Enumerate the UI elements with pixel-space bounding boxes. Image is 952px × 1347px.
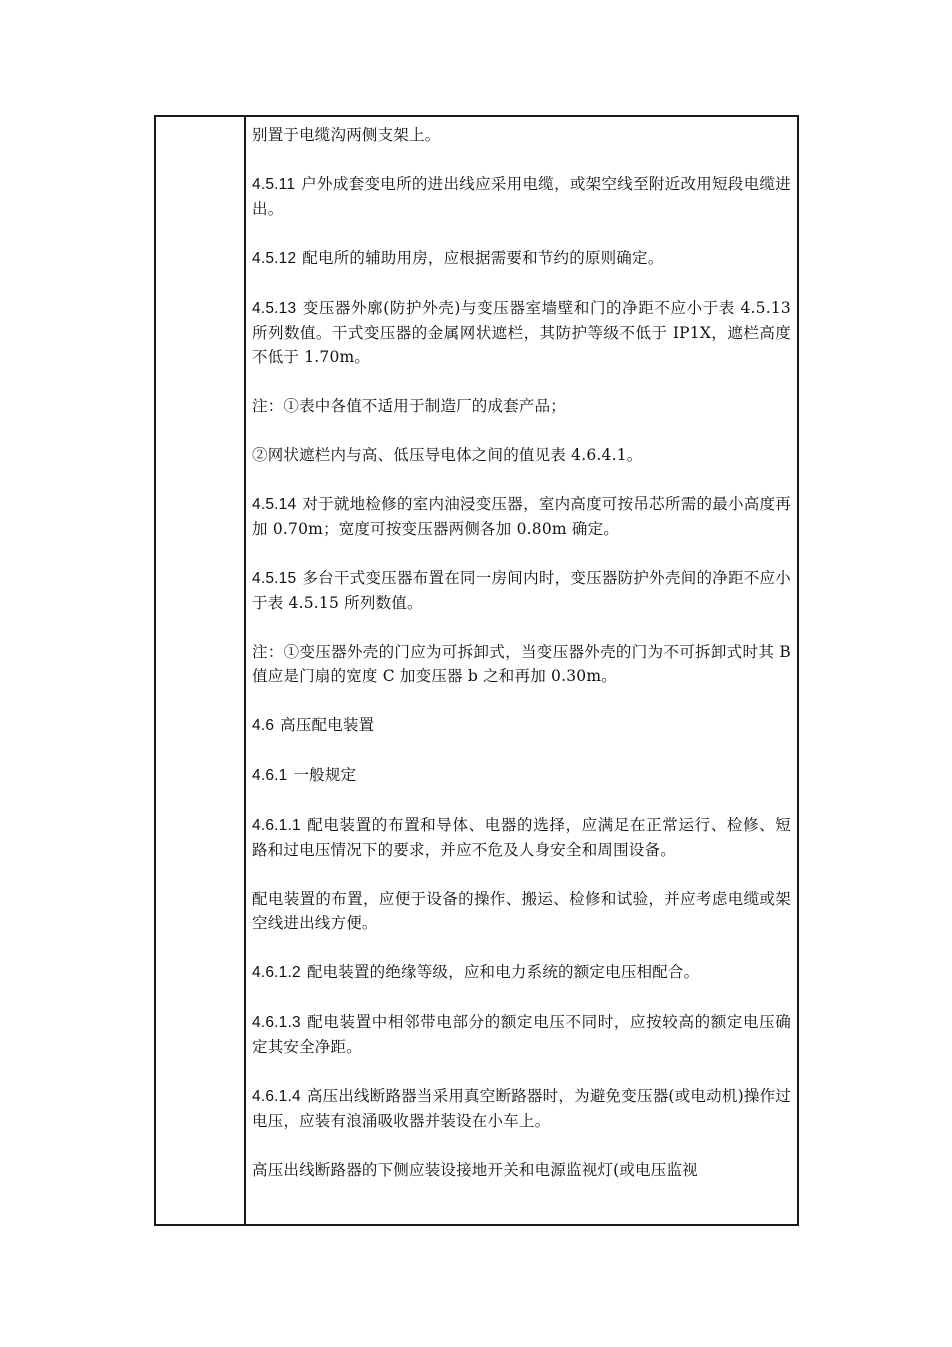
note-paragraph	[252, 394, 791, 418]
paragraph-text: 配电装置中相邻带电部分的额定电压不同时，应按较高的额定电压确定其安全净距。	[252, 1013, 791, 1056]
paragraph-text: 注：①表中各值不适用于制造厂的成套产品；	[252, 397, 567, 415]
paragraph-text: 一般规定	[293, 766, 357, 784]
section-number: 4.5.14	[252, 496, 297, 513]
paragraph	[252, 123, 791, 147]
section-number: 4.6.1.1	[252, 817, 301, 834]
table-left-cell	[156, 117, 246, 1224]
section-number: 4.6.1.4	[252, 1088, 301, 1105]
paragraph-text: 户外成套变电所的进出线应采用电缆，或架空线至附近改用短段电缆进出。	[252, 175, 791, 218]
paragraph-text: 别置于电缆沟两侧支架上。	[252, 126, 441, 144]
section-heading	[252, 713, 791, 738]
paragraph	[252, 172, 791, 221]
section-number: 4.6.1.2	[252, 964, 301, 981]
section-number: 4.6	[252, 717, 275, 734]
paragraph-text: 配电装置的绝缘等级，应和电力系统的额定电压相配合。	[306, 963, 700, 981]
paragraph-text: 高压出线断路器的下侧应装设接地开关和电源监视灯(或电压监视	[252, 1161, 698, 1179]
note-paragraph	[252, 443, 791, 467]
table-content-cell	[246, 117, 797, 1224]
paragraph-text: 配电装置的布置，应便于设备的操作、搬运、检修和试验，并应考虑电缆或架空线进出线方便。	[252, 890, 791, 932]
paragraph-text: 注：①变压器外壳的门应为可拆卸式，当变压器外壳的门为不可拆卸式时其 B 值应是门扇的宽度 C 加变压器 b 之和再加 0.30m。	[252, 643, 791, 685]
paragraph-text: 配电装置的布置和导体、电器的选择，应满足在正常运行、检修、短路和过电压情况下的要求，并应不危及人身安全和周围设备。	[252, 816, 791, 859]
paragraph	[252, 1010, 791, 1059]
paragraph	[252, 492, 791, 541]
section-heading	[252, 763, 791, 788]
section-number: 4.6.1	[252, 767, 288, 784]
paragraph	[252, 1158, 791, 1182]
paragraph-text: 多台干式变压器布置在同一房间内时，变压器防护外壳间的净距不应小于表 4.5.15 所列数值。	[252, 569, 791, 612]
paragraph-text: 高压配电装置	[280, 716, 375, 734]
paragraph	[252, 1084, 791, 1133]
paragraph	[252, 813, 791, 862]
note-paragraph	[252, 640, 791, 688]
section-number: 4.6.1.3	[252, 1014, 301, 1031]
document-table	[154, 115, 799, 1226]
section-number: 4.5.15	[252, 570, 297, 587]
paragraph-text: 变压器外廓(防护外壳)与变压器室墙壁和门的净距不应小于表 4.5.13 所列数值。干式变压器的金属网状遮栏，其防护等级不低于 IP1X，遮栏高度不低于 1.70m。	[252, 299, 791, 366]
section-number: 4.5.13	[252, 300, 297, 317]
paragraph-text: 高压出线断路器当采用真空断路器时，为避免变压器(或电动机)操作过电压，应装有浪涌吸收器并装设在小车上。	[252, 1087, 791, 1130]
paragraph-text: 对于就地检修的室内油浸变压器，室内高度可按吊芯所需的最小高度再加 0.70m；宽度可按变压器两侧各加 0.80m 确定。	[252, 495, 791, 538]
paragraph-text: ②网状遮栏内与高、低压导电体之间的值见表 4.6.4.1。	[252, 446, 643, 464]
paragraph-text: 配电所的辅助用房，应根据需要和节约的原则确定。	[302, 249, 664, 267]
paragraph	[252, 296, 791, 369]
paragraph	[252, 960, 791, 985]
paragraph	[252, 246, 791, 271]
paragraph	[252, 566, 791, 615]
paragraph	[252, 887, 791, 935]
section-number: 4.5.11	[252, 176, 296, 193]
section-number: 4.5.12	[252, 250, 297, 267]
